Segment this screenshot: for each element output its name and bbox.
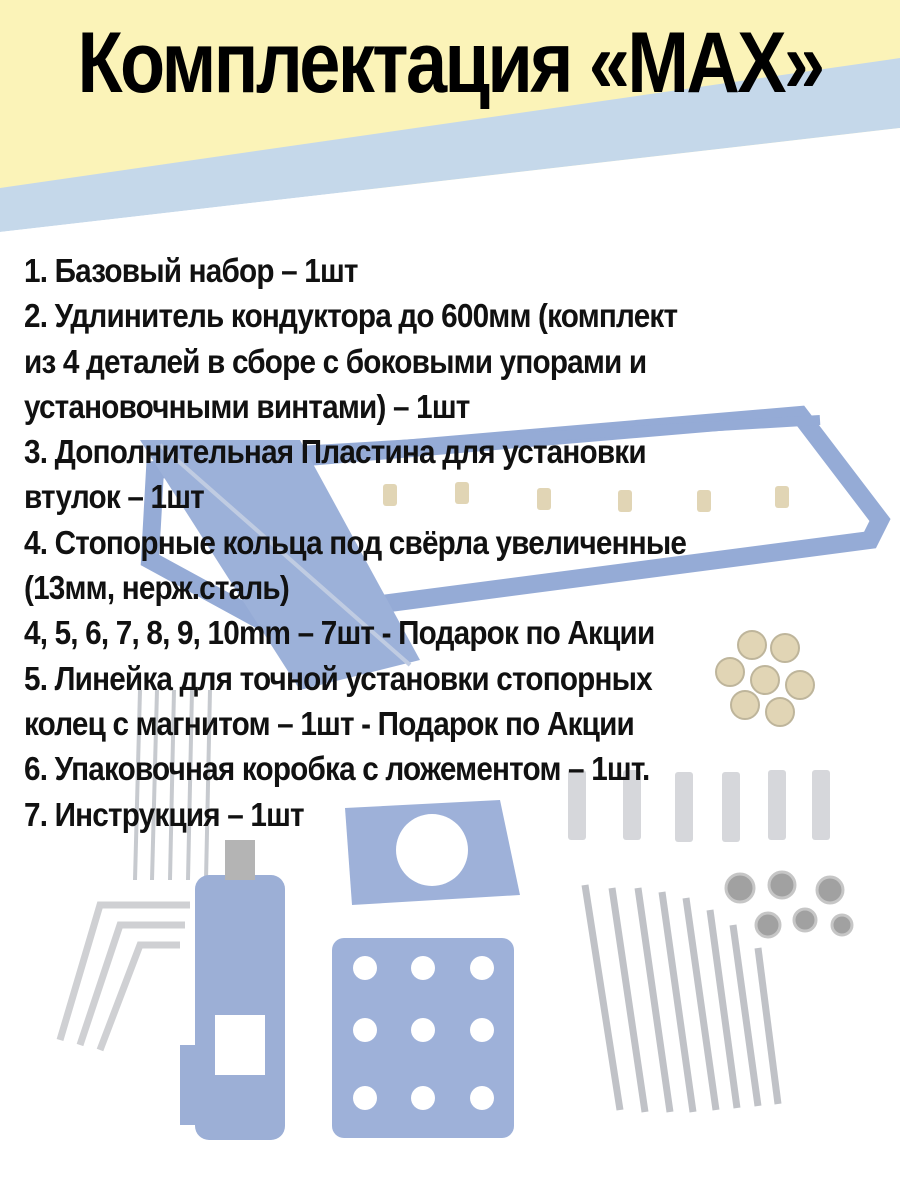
page-title: Комплектация «МАХ» — [77, 15, 823, 111]
list-line: (13мм, нерж.сталь) — [24, 569, 289, 607]
cylinder-tool — [195, 875, 285, 1140]
list-line: колец с магнитом – 1шт - Подарок по Акции — [24, 704, 635, 742]
list-line: 1. Базовый набор – 1шт — [24, 252, 358, 289]
list-line: из 4 деталей в сборе с боковыми упорами и — [24, 342, 647, 380]
list-line: 7. Инструкция – 1шт — [24, 795, 304, 833]
list-line: 4. Стопорные кольца под свёрла увеличенные — [24, 523, 687, 561]
list-line: 6. Упаковочная коробка с ложементом – 1шт. — [24, 750, 650, 788]
list-line: установочными винтами) – 1шт — [24, 387, 470, 425]
list-line: 5. Линейка для точной установки стопорных — [24, 659, 652, 697]
list-line: 3. Дополнительная Пластина для установки — [24, 433, 646, 471]
list-line: 4, 5, 6, 7, 8, 9, 10mm – 7шт - Подарок по Акции — [24, 614, 655, 652]
list-line: втулок – 1шт — [24, 478, 204, 516]
list-line: 2. Удлинитель кондуктора до 600мм (комплект — [24, 297, 678, 335]
kit-contents-list — [24, 248, 884, 837]
